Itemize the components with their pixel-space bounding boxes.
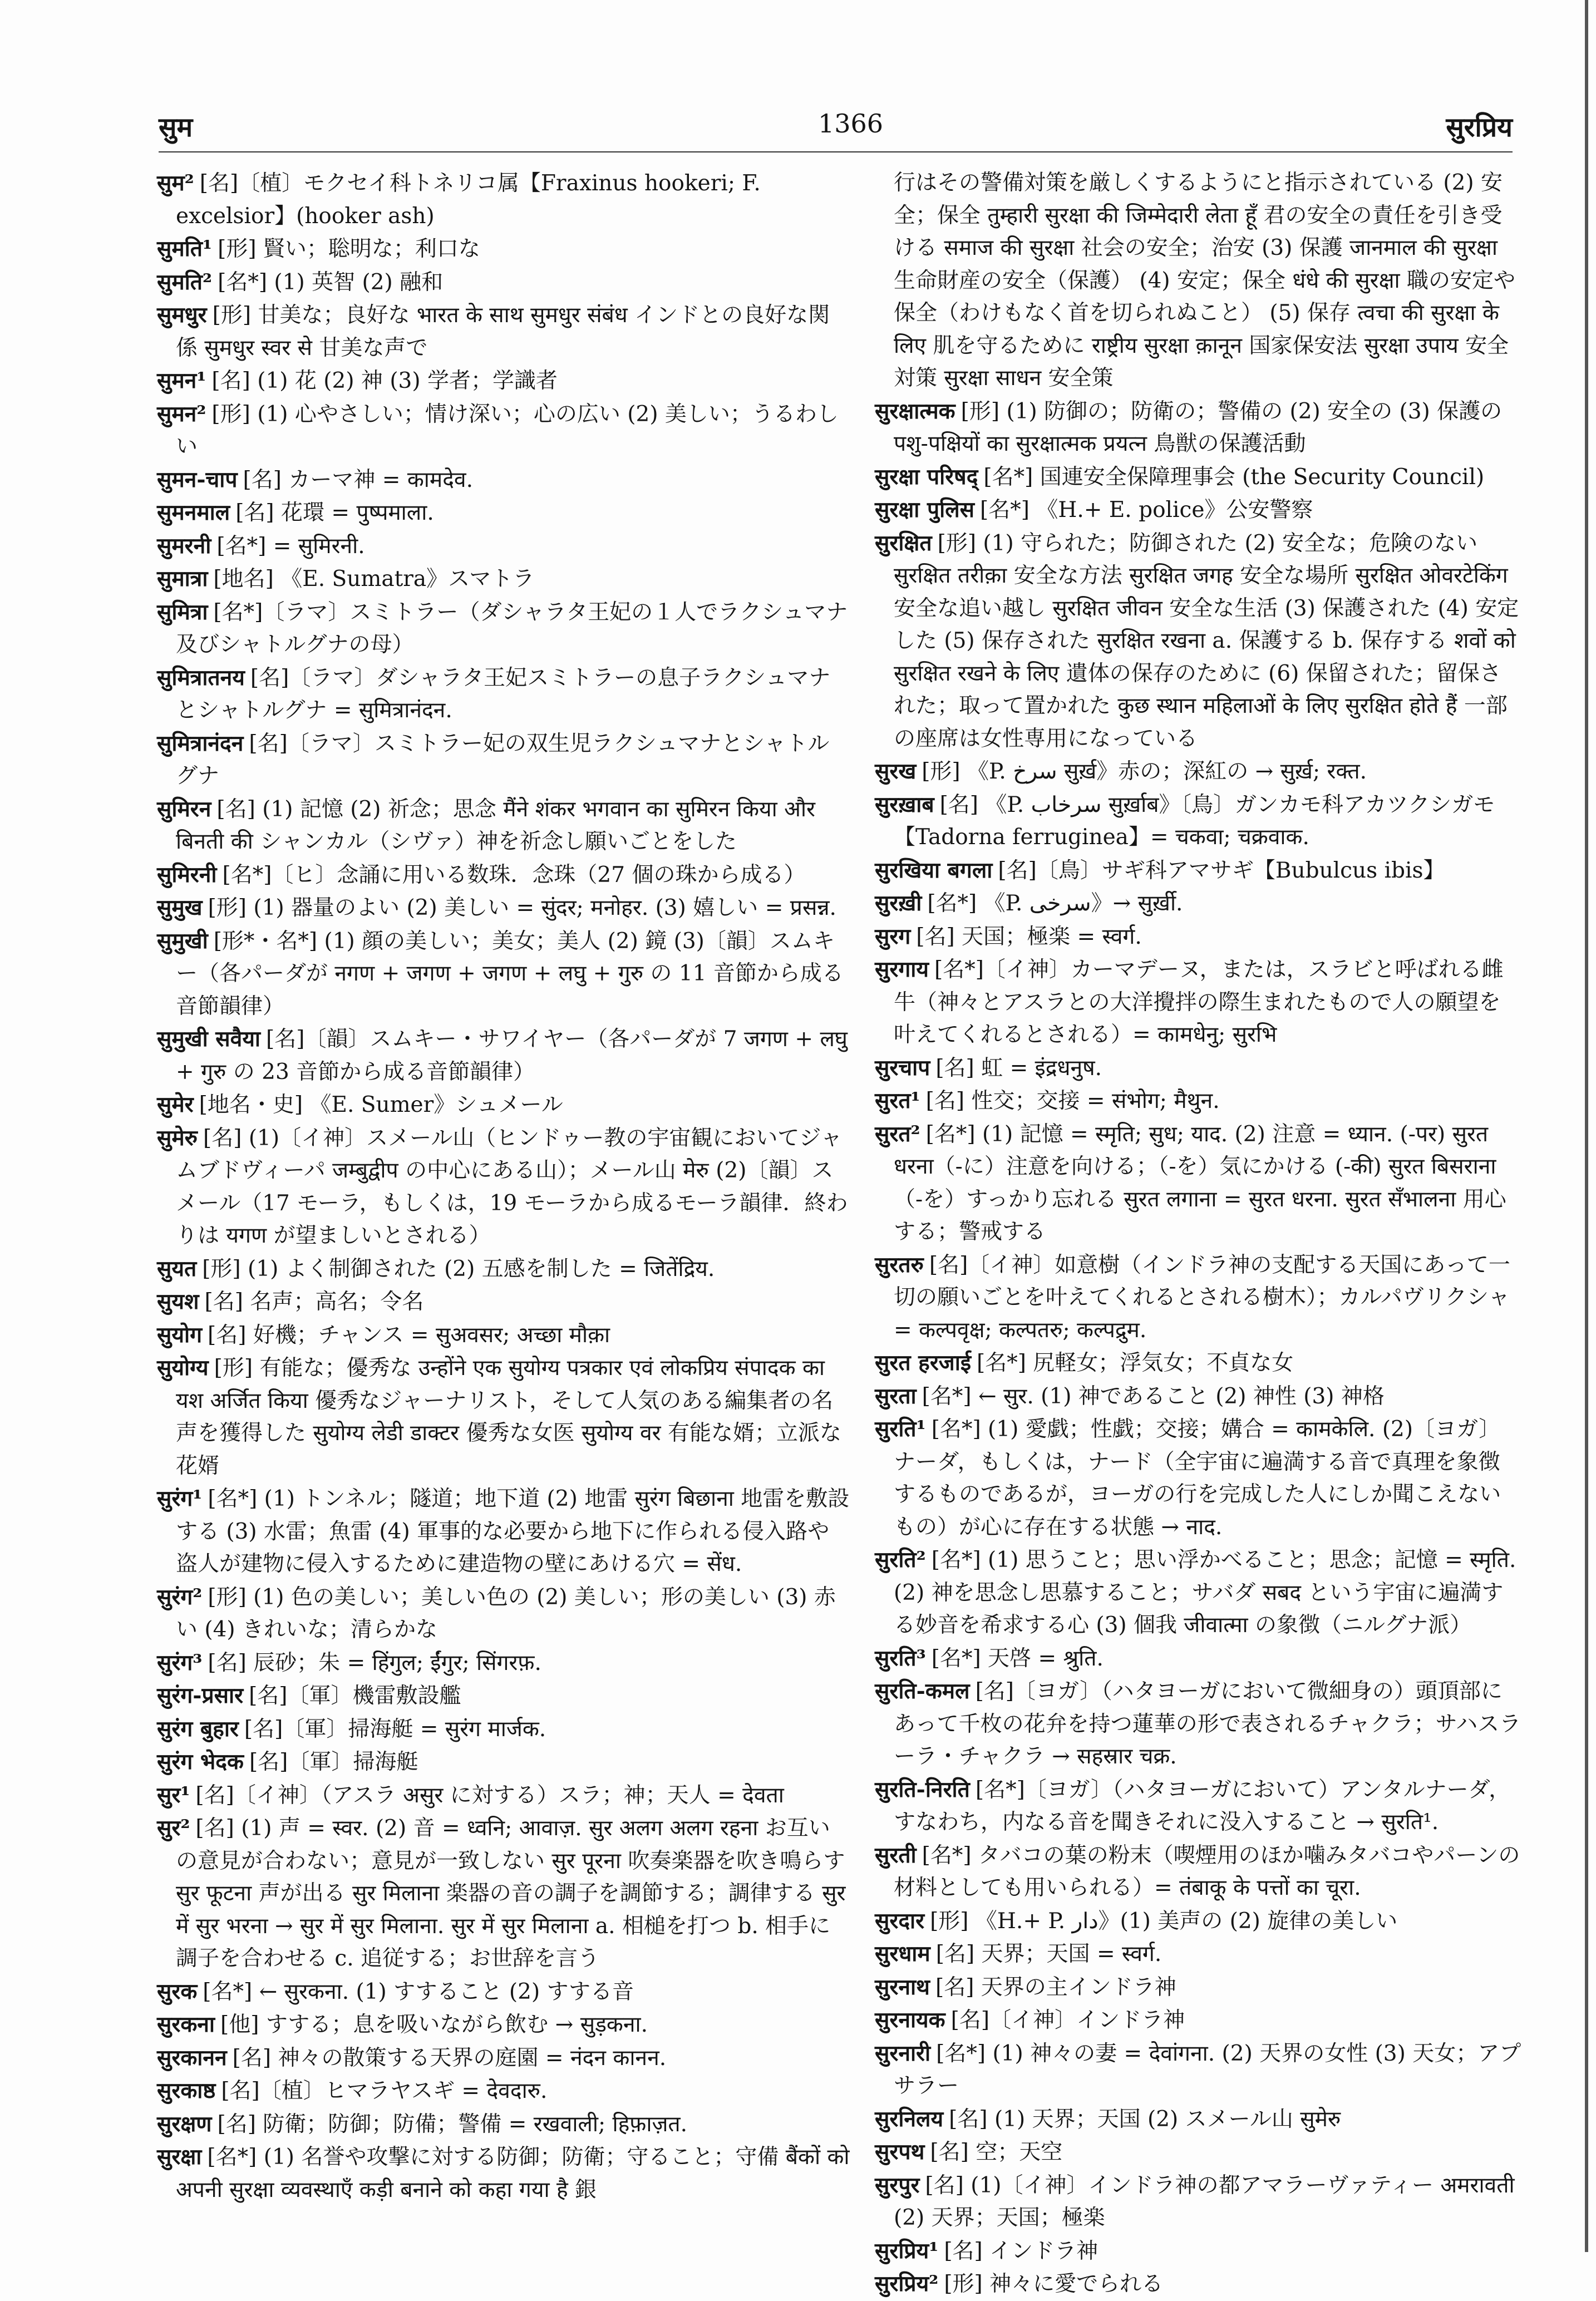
entry-headword: सुमुखी — [157, 928, 208, 954]
dictionary-entry — [875, 1118, 1521, 1249]
page-number: 1366 — [818, 109, 884, 139]
entry-definition: [形] 神々に愛でられる — [944, 2272, 1164, 2297]
entry-headword: सुरंग³ — [157, 1649, 203, 1676]
entry-definition: [名*] 《H.+ E. police》公安警察 — [980, 497, 1313, 523]
entry-headword: सुरनाथ — [875, 1974, 930, 2000]
entry-headword: सुरदार — [875, 1908, 925, 1934]
right-column — [875, 167, 1521, 2301]
dictionary-entry — [157, 1023, 850, 1088]
entry-headword: सुमरनी — [157, 533, 211, 559]
dictionary-entry — [875, 1971, 1521, 2004]
entry-definition: [名]〔ラマ〕スミトラー妃の双生児ラクシュマナとシャトルグナ — [176, 731, 830, 789]
dictionary-entry — [875, 1905, 1521, 1938]
dictionary-entry — [157, 1285, 850, 1319]
dictionary-entry — [875, 2004, 1521, 2037]
dictionary-entry — [875, 1839, 1521, 1905]
entry-definition: [地名・史] 《E. Sumer》シュメール — [199, 1092, 563, 1117]
entry-headword: सुयश — [157, 1289, 199, 1314]
entry-definition: [名] (1)〔イ神〕インドラ神の都アマラーヴァティー अमरावती (2) 天界；天国；極楽 — [894, 2172, 1515, 2230]
entry-headword: सुर¹ — [157, 1782, 190, 1808]
entry-definition: [名*] 天啓 = श्रुति. — [931, 1645, 1104, 1671]
dictionary-entry — [875, 1413, 1521, 1544]
dictionary-entry — [875, 2169, 1521, 2235]
entry-headword: सुमित्रातनय — [157, 664, 245, 691]
entry-definition: [名*]〔イ神〕カーマデーヌ，または，スラビと呼ばれる雌牛（神々とアスラとの大洋攪拌の際生まれたもので人の願望を叶えてくれるとされる）= कामधेनु; सुरभि — [894, 957, 1504, 1047]
entry-definition: [名*] = सुमिरनी. — [216, 533, 365, 559]
entry-definition: [形] 《H.+ P. دار》(1) 美声の (2) 旋律の美しい — [930, 1908, 1398, 1934]
guide-word-left: सुम — [159, 112, 193, 143]
dictionary-entry — [875, 953, 1521, 1052]
entry-definition: [名]〔イ神〕インドラ神 — [950, 2008, 1185, 2033]
entry-definition: [名*] 国連安全保障理事会 (the Security Council) — [983, 464, 1485, 490]
entry-definition: [名*] (1) 記憶 = स्मृति; सुध; याद. (2) 注意 = ध्यान. (-पर) सुरत धरना（-に）注意を向ける；（-を）気にかける (-की) सुरत बिसराना（-を）すっかり忘れる सुरत लगाना = सुरत धरना. सुरत सँभालना 用心する；警戒する — [894, 1121, 1506, 1244]
dictionary-entry — [875, 789, 1521, 854]
dictionary-entry — [157, 1319, 850, 1352]
entry-definition: [名] (1) 記憶 (2) 祈念；思念 मैंने शंकर भगवान का सुमिरन किया और बिनती की シャンカル（シヴァ）神を祈念し願いごとをした — [176, 796, 815, 854]
entry-definition: [名] インドラ神 — [944, 2238, 1099, 2264]
entry-definition: [形] 有能な；優秀な उन्होंने एक सुयोग्य पत्रकार एवं लोकप्रिय संपादक का यश अर्जित किया 優秀なジャーナリスト，そして人気のある編集者の名声を獲得した सुयोग्य लेडी डाक्टर 優秀な女医 सुयोग्य वर 有能な婿；立派な花婿 — [176, 1356, 841, 1479]
entry-headword: सुरंग भेदक — [157, 1749, 244, 1775]
dictionary-entry — [157, 1253, 850, 1286]
dictionary-entry — [157, 793, 850, 859]
entry-headword: सुमति² — [157, 269, 213, 295]
entry-definition: [名*]〔ヒ〕念誦に用いる数珠．念珠（27 個の珠から成る） — [222, 862, 806, 888]
entry-headword: सुमन¹ — [157, 368, 206, 393]
entry-headword: सुरति³ — [875, 1645, 926, 1671]
dictionary-entry — [875, 1052, 1521, 1085]
entry-definition: [形*・名*] (1) 顔の美しい；美女；美人 (2) 鏡 (3)〔韻〕スムキー（各パーダが नगण + जगण + जगण + लघु + गुरु の 11 音節から成る音節韻律） — [176, 928, 844, 1019]
entry-definition: [名]〔ラマ〕ダシャラタ王妃スミトラーの息子ラクシュマナとシャトルグナ = सुमित्रानंदन. — [176, 665, 831, 723]
entry-headword: सुरक्षा — [157, 2144, 202, 2170]
entry-definition: [名] 空；天空 — [930, 2140, 1063, 2165]
entry-definition: [名] 天界の主インドラ神 — [935, 1974, 1176, 2000]
entry-definition: [名*] ← सुरकना. (1) すすること (2) すする音 — [203, 1979, 634, 2004]
entry-definition: [名] 好機；チャンス = सुअवसर; अच्छा मौक़ा — [208, 1322, 610, 1348]
entry-definition: [他] すする；息を吸いながら飲む → सुड़कना. — [220, 2012, 648, 2037]
dictionary-entry — [875, 1938, 1521, 1971]
dictionary-entry — [157, 925, 850, 1023]
entry-definition: [名] (1) 花 (2) 神 (3) 学者；学識者 — [211, 368, 558, 393]
dictionary-entry — [157, 859, 850, 892]
entry-headword: सुरप्रिय¹ — [875, 2238, 939, 2264]
dictionary-entry — [875, 1642, 1521, 1676]
entry-headword: सुमित्रानंदन — [157, 730, 244, 756]
entry-definition: [名] 防衛；防御；防備；警備 = रखवाली; हिफ़ाज़त. — [217, 2111, 688, 2137]
entry-headword: सुमधुर — [157, 302, 207, 328]
entry-headword: सुमुख — [157, 895, 203, 920]
entry-headword: सुरती — [875, 1842, 917, 1868]
entry-headword: सुरक्षण — [157, 2111, 212, 2137]
entry-definition: [名*] タバコの葉の粉末（喫煙用のほか噛みタバコやパーンの材料としても用いられる）= तंबाकू के पत्तों का चूरा. — [894, 1842, 1520, 1900]
entry-definition: [名] 《P. سرخاب सुर्ख़ाब》〔鳥〕ガンカモ科アカツクシガモ【Tadorna ferruginea】= चकवा; चक्रवाक. — [894, 792, 1495, 850]
entry-definition: [名]〔韻〕スムキー・サワイヤー（各パーダが 7 जगण + लघु + गुरु の 23 音節から成る音節韻律） — [176, 1027, 848, 1085]
entry-headword: सुरक्षा परिषद् — [875, 464, 978, 490]
entry-headword: सुरपथ — [875, 2139, 925, 2165]
entry-definition: [名*] (1) 思うこと；思い浮かべること；思念；記憶 = स्मृति. (2) 神を思念し思慕すること；サバダ सबद という宇宙に遍満する妙音を希求する心 (3) 個我 जीवात्मा の象徴（ニルグナ派） — [894, 1548, 1516, 1638]
dictionary-entry — [875, 2037, 1521, 2103]
entry-headword: सुमित्रा — [157, 599, 208, 625]
entry-headword: सुरक — [157, 1978, 198, 2004]
entry-headword: सुमिरन — [157, 796, 211, 822]
dictionary-entry — [875, 527, 1521, 756]
entry-headword: सुमनमाल — [157, 500, 230, 525]
entry-headword: सुरनारी — [875, 2040, 931, 2066]
dictionary-entry — [157, 1088, 850, 1122]
entry-definition: [形] (1) 器量のよい (2) 美しい = सुंदर; मनोहर. (3) 嬉しい = प्रसन्न. — [208, 895, 836, 920]
dictionary-entry — [875, 2268, 1521, 2301]
entry-headword: सुमेर — [157, 1092, 194, 1117]
entry-definition: [名*] (1) 神々の妻 = देवांगना. (2) 天界の女性 (3) 天女；アプサラー — [894, 2041, 1521, 2098]
left-column — [157, 167, 850, 2206]
entry-headword: सुरत² — [875, 1121, 920, 1147]
dictionary-entry — [157, 2075, 850, 2108]
dictionary-entry — [875, 1544, 1521, 1642]
entry-headword: सुरकाष्ठ — [157, 2078, 216, 2103]
entry-headword: सुरत¹ — [875, 1088, 920, 1113]
dictionary-entry — [875, 2235, 1521, 2268]
entry-definition: [形] (1) 心やさしい；情け深い；心の広い (2) 美しい；うるわしい — [176, 401, 839, 459]
scan-edge-shadow — [1585, 0, 1588, 2252]
entry-headword: सुमति¹ — [157, 236, 213, 262]
entry-headword: सुरखिया बगला — [875, 857, 993, 883]
dictionary-entry — [157, 530, 850, 563]
dictionary-entry — [157, 1779, 850, 1812]
dictionary-entry — [157, 1647, 850, 1680]
entry-headword: सुरक्षित — [875, 530, 932, 556]
dictionary-entry — [157, 496, 850, 530]
entry-definition: [名]〔イ神〕如意樹（インドラ神の支配する天国にあって一切の願いごとを叶えてくれるとされる樹木）；カルパヴリクシャ = कल्पवृक्ष; कल्पतरु; कल्पद्रुम. — [894, 1252, 1510, 1343]
dictionary-entry — [875, 395, 1521, 461]
entry-headword: सुरनिलय — [875, 2106, 944, 2132]
entry-headword: सुरति² — [875, 1547, 926, 1573]
entry-headword: सुरता — [875, 1383, 917, 1409]
entry-headword: सुरति-निरति — [875, 1776, 970, 1802]
entry-headword: सुरति-कमल — [875, 1678, 970, 1704]
entry-headword: सुरत हरजाई — [875, 1350, 971, 1376]
entry-headword: सुरक्षात्मक — [875, 398, 955, 424]
dictionary-entry — [157, 2141, 850, 2206]
dictionary-entry — [157, 1352, 850, 1482]
dictionary-entry — [875, 2103, 1521, 2136]
entry-headword: सुरनायक — [875, 2007, 945, 2033]
dictionary-entry — [157, 2042, 850, 2075]
dictionary-entry — [875, 1347, 1521, 1380]
dictionary-entry — [875, 1773, 1521, 1839]
dictionary-entry — [157, 299, 850, 364]
entry-definition: [形] 甘美な；良好な भारत के साथ सुमधुर संबंध インドとの良好な関係 सुमधुर स्वर से 甘美な声で — [176, 303, 830, 361]
entry-definition: [名] カーマ神 = कामदेव. — [243, 467, 474, 492]
entry-headword: सुमात्रा — [157, 566, 208, 592]
dictionary-entry — [157, 1679, 850, 1713]
entry-definition: [形] (1) 防御の；防衛の；警備の (2) 安全の (3) 保護の पशु-पक्षियों का सुरक्षात्मक प्रयत्न 鳥獣の保護活動 — [894, 398, 1503, 456]
dictionary-entry — [157, 727, 850, 793]
entry-definition: [名*] 《P. سرخی》→ सुर्ख़ी. — [927, 891, 1183, 916]
entry-definition: [名]〔植〕ヒマラヤスギ = देवदारु. — [221, 2078, 548, 2103]
guide-word-right: सुरप्रिय — [1446, 112, 1513, 143]
entry-definition: [名*]〔ラマ〕スミトラー（ダシャラタ王妃の１人でラクシュマナ及びシャトルグナの母） — [176, 599, 848, 657]
entry-definition: [名*] 尻軽女；浮気女；不貞な女 — [976, 1351, 1294, 1376]
entry-headword: सुरप्रिय² — [875, 2271, 939, 2297]
entry-definition: [名*] ← सुर. (1) 神であること (2) 神性 (3) 神格 — [922, 1383, 1385, 1409]
dictionary-entry — [157, 1812, 850, 1975]
dictionary-entry — [157, 563, 850, 596]
entry-headword: सुमन² — [157, 401, 206, 427]
dictionary-entry — [875, 854, 1521, 888]
entry-definition: [形] (1) 色の美しい；美しい色の (2) 美しい；形の美しい (3) 赤い (4) きれいな；清らかな — [176, 1584, 836, 1642]
entry-definition: [名]〔ヨガ〕（ハタヨーガにおいて微細身の）頭頂部にあって千枚の花弁を持つ蓮華の形で表されるチャクラ；サハスラーラ・チャクラ → सहस्रार चक्र. — [894, 1679, 1521, 1769]
dictionary-entry — [875, 755, 1521, 789]
dictionary-entry — [875, 1085, 1521, 1118]
entry-headword: सुरंग बुहार — [157, 1716, 239, 1742]
dictionary-entry — [157, 266, 850, 299]
entry-headword: सुयत — [157, 1255, 197, 1282]
entry-headword: सुर² — [157, 1815, 190, 1841]
dictionary-entry — [875, 1249, 1521, 1347]
entry-definition: [名]〔イ神〕（アスラ असुर に対する）スラ；神；天人 = देवता — [195, 1782, 784, 1808]
entry-headword: सुरक्षा पुलिस — [875, 497, 975, 523]
entry-definition: [名] 名声；高名；令名 — [204, 1289, 424, 1314]
entry-definition: 行はその警備対策を厳しくするようにと指示されている (2) 安全；保全 तुम्हारी सुरक्षा की जिम्मेदारी लेता हूँ 君の安全の責任を引き受ける समाज की सुरक्षा 社会の安全；治安 (3) 保護 जानमाल की सुरक्षा 生命財産の安全（保護） (4) 安定；保全 धंधे की सुरक्षा 職の安定や保全（わけもなく首を切られぬこと） (5) 保存 त्वचा की सुरक्षा के लिए 肌を守るために राष्ट्रीय सुरक्षा क़ानून 国家保安法 सुरक्षा उपाय 安全対策 सुरक्षा साधन 安全策 — [894, 170, 1516, 391]
entry-headword: सुरख — [875, 758, 917, 784]
entry-headword: सुरधाम — [875, 1941, 930, 1967]
entry-headword: सुरपुर — [875, 2172, 920, 2198]
entry-definition: [形] (1) 守られた；防御された (2) 安全な；危険のない सुरक्षित तरीक़ा 安全な方法 सुरक्षित जगह 安全な場所 सुरक्षित ओवरटेकिंग 安全な追い越し सुरक्षित जीवन 安全な生活 (3) 保護された (4) 安定した (5) 保存された सुरक्षित रखना a. 保護する b. 保存する शवों को सुरक्षित रखने के लिए 遺体の保存のために (6) 保留された；留保された；取って置かれた कुछ स्थान महिलाओं के लिए सुरक्षित होते हैं 一部の座席は女性専用になっている — [894, 530, 1519, 751]
entry-definition: [名*]〔ヨガ〕（ハタヨーガにおいて）アンタルナーダ，すなわち，内なる音を聞きそれに没入すること → सुरति¹. — [894, 1777, 1511, 1835]
entry-headword: सुरचाप — [875, 1055, 930, 1081]
dictionary-entry — [157, 464, 850, 497]
entry-definition: [名*] (1) 名誉や攻撃に対する防御；防衛；守ること；守備 बैंकों को अपनी सुरक्षा व्यवस्थाएँ कड़ी बनाने को कहा गया है 銀 — [176, 2145, 850, 2203]
entry-headword: सुमुखी सवैया — [157, 1026, 261, 1052]
dictionary-entry — [875, 167, 1521, 395]
dictionary-entry — [157, 1482, 850, 1581]
entry-headword: सुरंग-प्रसार — [157, 1683, 244, 1708]
dictionary-entry — [157, 1975, 850, 2009]
dictionary-entry — [157, 1581, 850, 1647]
dictionary-entry — [157, 891, 850, 925]
entry-headword: सुम² — [157, 170, 194, 196]
dictionary-entry — [157, 2008, 850, 2042]
header-rule — [159, 151, 1513, 152]
dictionary-entry — [157, 596, 850, 662]
entry-headword: सुरगाय — [875, 957, 929, 982]
dictionary-entry — [875, 1675, 1521, 1773]
entry-definition: [名] 虹 = इंद्रधनुष. — [935, 1055, 1102, 1081]
entry-headword: सुरख़ाब — [875, 791, 934, 817]
entry-definition: [形] (1) よく制御された (2) 五感を制した = जितेंद्रिय. — [202, 1256, 715, 1282]
dictionary-entry — [157, 2108, 850, 2141]
entry-definition: [形] 賢い；聡明な；利口な — [218, 236, 480, 262]
dictionary-entry — [875, 1380, 1521, 1413]
entry-headword: सुरंग² — [157, 1584, 203, 1610]
dictionary-entry — [157, 1713, 850, 1746]
dictionary-entry — [157, 1122, 850, 1253]
dictionary-entry — [157, 398, 850, 464]
dictionary-entry — [157, 364, 850, 398]
dictionary-entry — [875, 920, 1521, 954]
entry-definition: [形] 《P. سرخ सुर्ख़》赤の；深紅の → सुर्ख़; रक्त. — [922, 759, 1367, 784]
entry-headword: सुरति¹ — [875, 1416, 926, 1442]
dictionary-entry — [875, 461, 1521, 494]
entry-headword: सुरकानन — [157, 2044, 227, 2071]
entry-definition: [地名] 《E. Sumatra》スマトラ — [213, 566, 535, 592]
dictionary-entry — [875, 494, 1521, 527]
entry-definition: [名]〔軍〕掃海艇 = सुरंग मार्जक. — [244, 1716, 546, 1742]
dictionary-entry — [875, 2136, 1521, 2169]
dictionary-entry — [157, 1746, 850, 1779]
dictionary-entry — [157, 662, 850, 727]
dictionary-entry — [875, 887, 1521, 920]
entry-headword: सुरतरु — [875, 1251, 924, 1278]
entry-definition: [名]〔軍〕機雷敷設艦 — [249, 1683, 461, 1708]
dictionary-entry — [157, 167, 850, 233]
entry-headword: सुरग — [875, 923, 911, 949]
entry-definition: [名]〔植〕モクセイ科トネリコ属【Fraxinus hookeri; F. excelsior】(hooker ash) — [176, 171, 761, 229]
entry-definition: [名] (1)〔イ神〕スメール山（ヒンドゥー教の宇宙観においてジャムブドヴィーパ जम्बुद्वीप の中心にある山）；メール山 मेरु (2)〔韻〕スメール（17 モーラ，もしくは，19 モーラから成るモーラ韻律．終わりは यगण が望ましいとされる） — [176, 1125, 848, 1248]
entry-definition: [名] 辰砂；朱 = हिंगुल; ईंगुर; सिंगरफ़. — [208, 1650, 541, 1676]
entry-headword: सुमन-चाप — [157, 466, 238, 492]
entry-headword: सुरख़ी — [875, 890, 922, 916]
entry-definition: [名] (1) 天界；天国 (2) スメール山 सुमेरु — [949, 2106, 1341, 2132]
entry-definition: [名]〔鳥〕サギ科アマサギ【Bubulcus ibis】 — [998, 858, 1445, 883]
entry-headword: सुरकना — [157, 2012, 215, 2037]
entry-definition: [名]〔軍〕掃海艇 — [249, 1750, 418, 1775]
entry-definition: [名*] (1) 愛戯；性戯；交接；媾合 = कामकेलि. (2)〔ヨガ〕ナーダ，もしくは，ナード（全宇宙に遍満する音で真理を象徴するものであるが，ヨーガの行を完成した人にしか聞こえないもの）が心に存在する状態 → नाद. — [894, 1417, 1501, 1540]
entry-definition: [名*] (1) トンネル；隧道；地下道 (2) 地雷 सुरंग बिछाना 地雷を敷設する (3) 水雷；魚雷 (4) 軍事的な必要から地下に作られる侵入路や盗人が建物に侵入するために建造物の壁にあける穴 = सेंध. — [176, 1486, 850, 1576]
entry-headword: सुमिरनी — [157, 861, 217, 888]
entry-headword: सुयोग्य — [157, 1355, 209, 1381]
dictionary-entry — [157, 233, 850, 266]
entry-headword: सुमेरु — [157, 1125, 198, 1151]
entry-headword: सुयोग — [157, 1322, 203, 1348]
entry-definition: [名] 天界；天国 = स्वर्ग. — [935, 1942, 1162, 1967]
entry-definition: [名] 神々の散策する天界の庭園 = नंदन कानन. — [232, 2045, 667, 2071]
entry-headword: सुरंग¹ — [157, 1486, 203, 1511]
entry-definition: [名] 花環 = पुष्पमाला. — [235, 500, 434, 525]
entry-definition: [名*] (1) 英智 (2) 融和 — [218, 269, 444, 295]
entry-definition: [名] (1) 声 = स्वर. (2) 音 = ध्वनि; आवाज़. सुर अलग अलग रहना お互いの意見が合わない；意見が一致しない सुर पूरना 吹奏楽器を吹き鳴らす सुर फूटना 声が出る सुर मिलाना 楽器の音の調子を調節する；調律する सुर में सुर भरना → सुर में सुर मिलाना. सुर में सुर मिलाना a. 相槌を打つ b. 相手に調子を合わせる c. 追従する；お世辞を言う — [176, 1816, 846, 1971]
entry-definition: [名] 性交；交接 = संभोग; मैथुन. — [925, 1088, 1220, 1113]
entry-definition: [名] 天国；極楽 = स्वर्ग. — [916, 924, 1142, 949]
